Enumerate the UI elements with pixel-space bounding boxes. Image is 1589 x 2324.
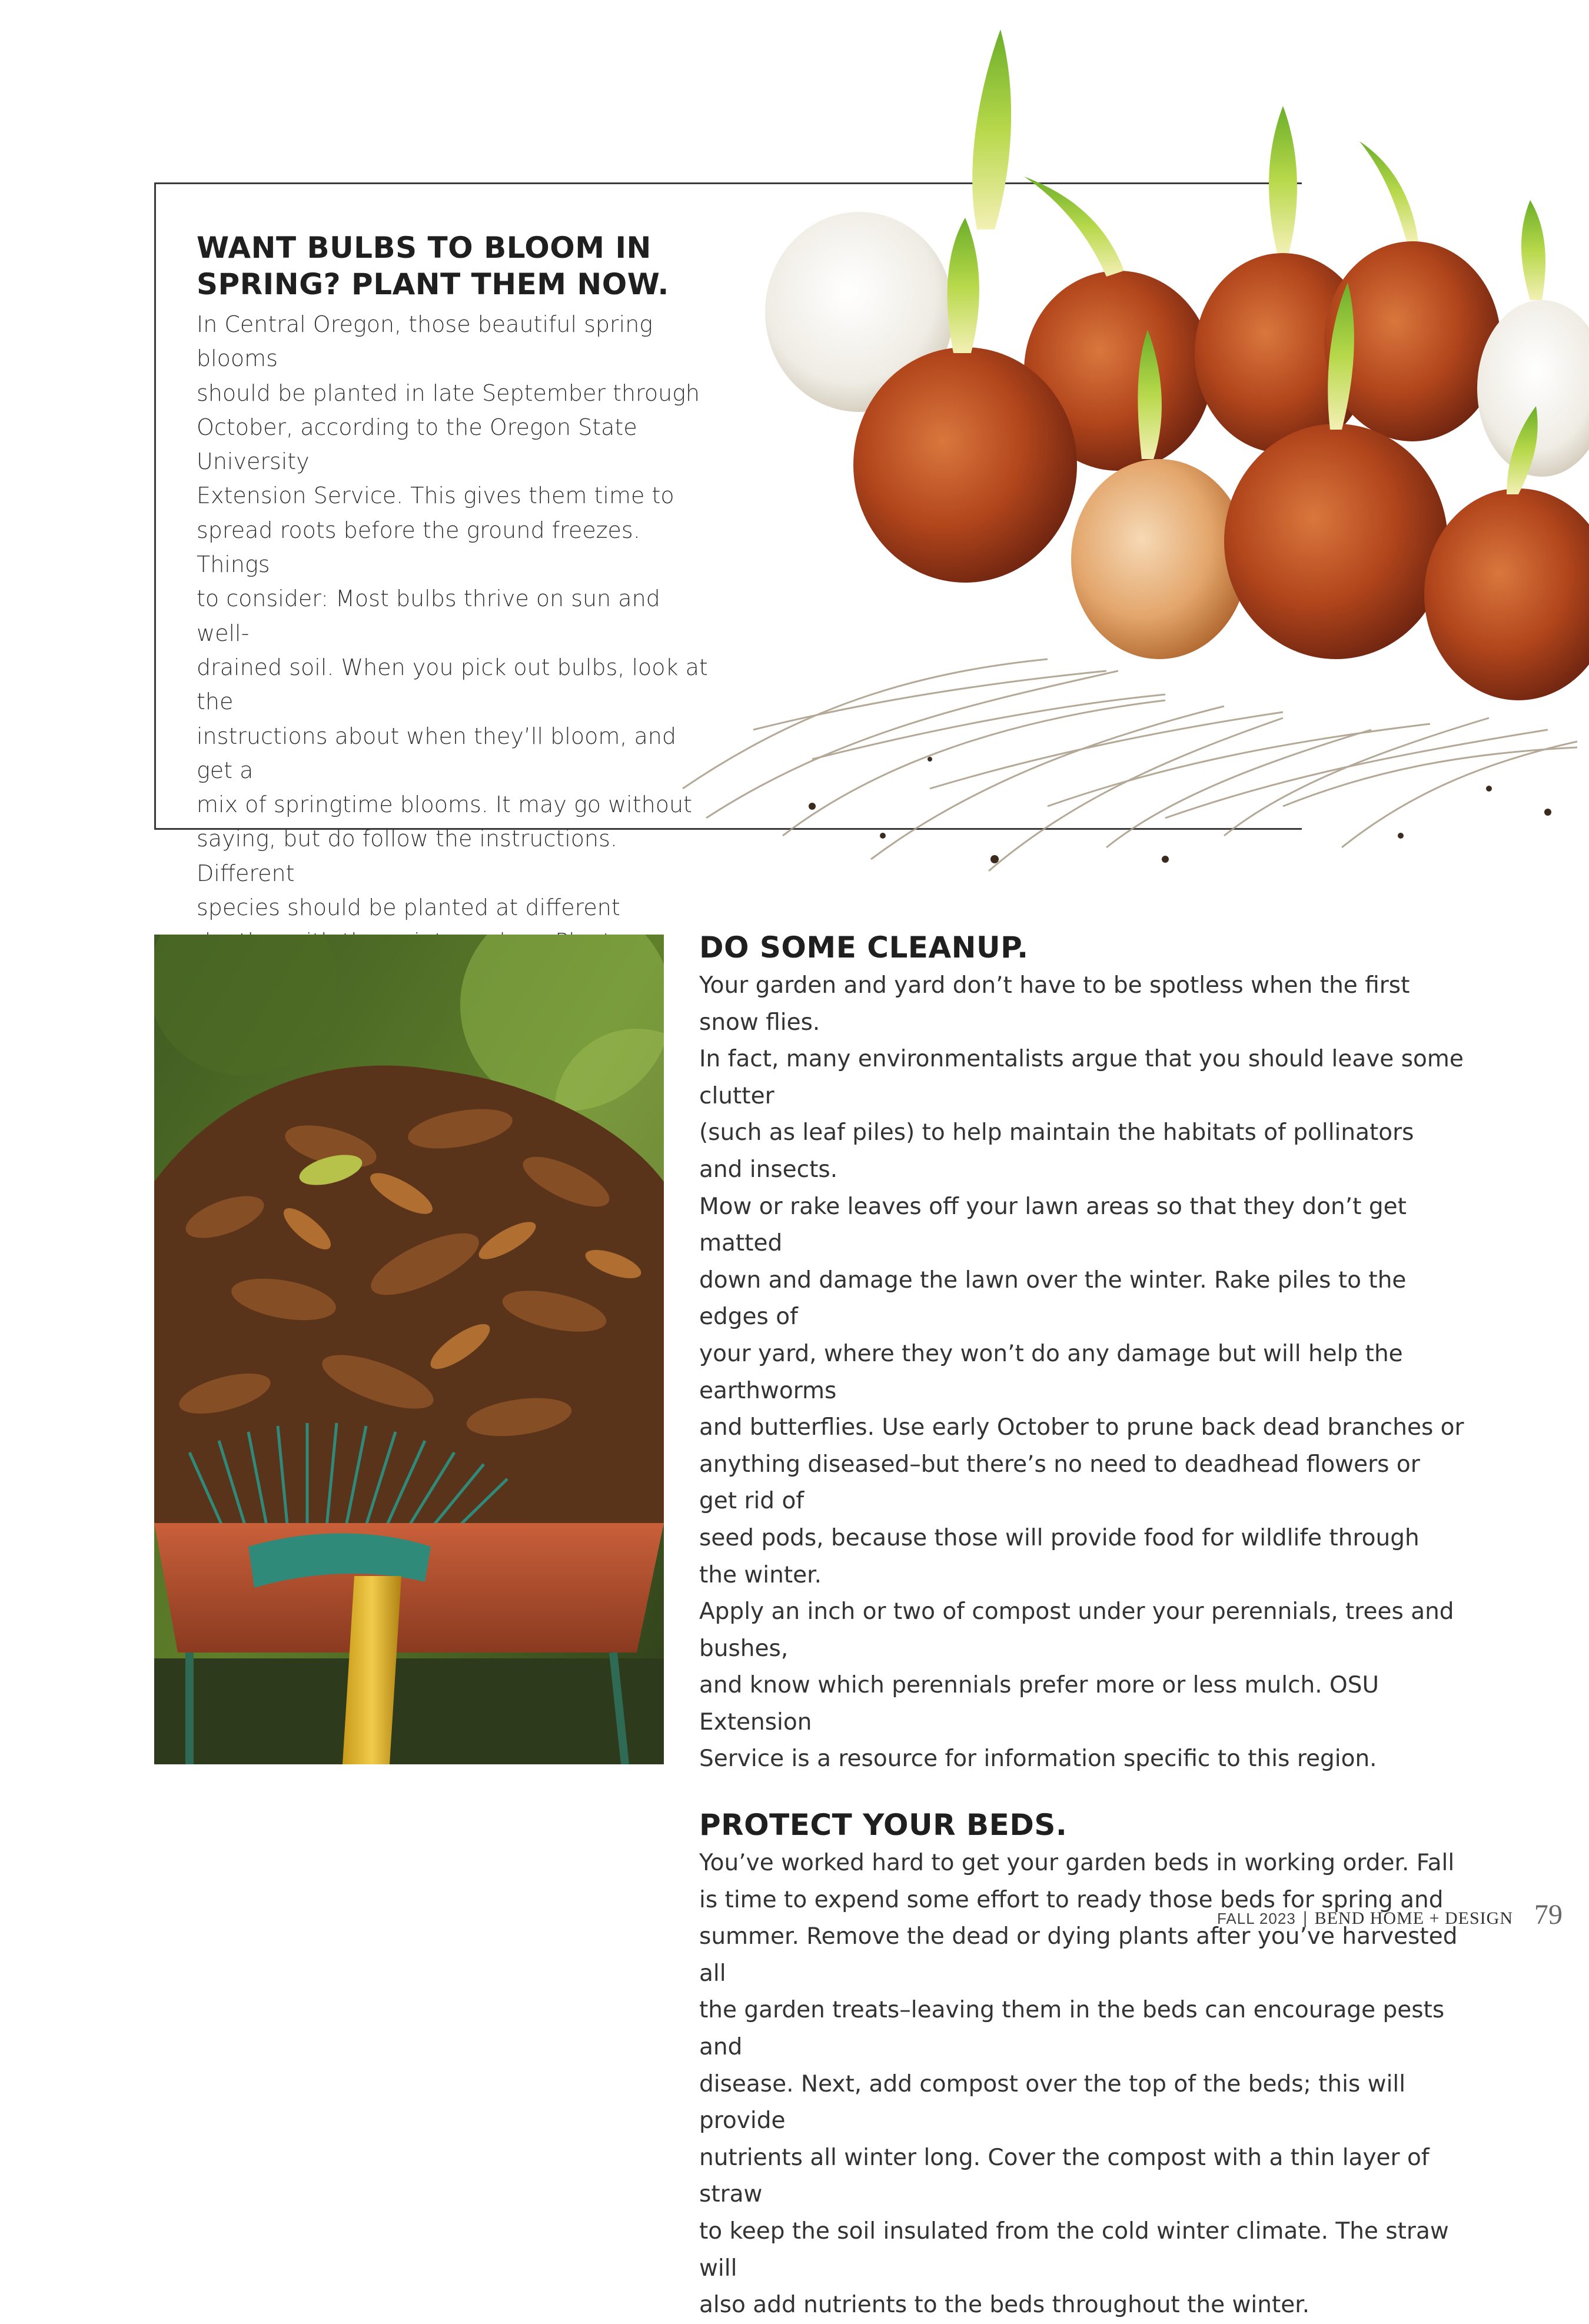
beds-line: the garden treats–leaving them in the beds can encourage pests and [699, 1997, 1445, 2061]
bulbs-line: saying, but do follow the instructions. Different [197, 826, 618, 886]
footer-issue: FALL 2023 [1216, 1910, 1296, 1927]
cleanup-line: down and damage the lawn over the winter. Rake piles to the edges of [699, 1266, 1407, 1331]
cleanup-line: (such as leaf piles) to help maintain the habitats of pollinators and insects. [699, 1119, 1414, 1183]
cleanup-heading: DO SOME CLEANUP. [699, 930, 1029, 965]
bulbs-line: instructions about when they’ll bloom, and get a [197, 723, 676, 783]
beds-line: summer. Remove the dead or dying plants after you’ve harvested all [699, 1923, 1458, 1987]
bulbs-line: In Central Oregon, those beautiful spring blooms [197, 311, 653, 372]
bulbs-line: to consider: Most bulbs thrive on sun and well- [197, 586, 660, 646]
bulbs-line: species should be planted at different [197, 895, 620, 921]
cleanup-line: Apply an inch or two of compost under your perennials, trees and bushes, [699, 1598, 1454, 1662]
section-gap [699, 1778, 1464, 1806]
bulbs-heading-line: WANT BULBS TO BLOOM IN [197, 231, 651, 265]
bulbs-line: spread roots before the ground freezes. Things [197, 517, 640, 578]
cleanup-line: and know which perennials prefer more or less mulch. OSU Extension [699, 1672, 1379, 1735]
beds-line: nutrients all winter long. Cover the compost with a thin layer of straw [699, 2144, 1430, 2208]
bulbs-photo [636, 24, 1589, 889]
footer-magazine-name: BEND HOME + DESIGN [1314, 1909, 1513, 1928]
page-number: 79 [1534, 1899, 1563, 1930]
cleanup-line: Service is a resource for information specific to this region. [699, 1746, 1377, 1773]
cleanup-line: Mow or rake leaves off your lawn areas so that they don’t get matted [699, 1193, 1407, 1257]
bulbs-line: should be planted in late September through [197, 380, 700, 406]
bulbs-line: Extension Service. This gives them time to [197, 483, 674, 509]
bulbs-line: drained soil. When you pick out bulbs, look at the [197, 654, 708, 715]
beds-line: to keep the soil insulated from the cold winter climate. The straw will [699, 2218, 1449, 2282]
cleanup-line: seed pods, because those will provide food for wildlife through the winter. [699, 1524, 1420, 1588]
beds-line: is time to expend some effort to ready those beds for spring and [699, 1886, 1444, 1913]
right-column [699, 929, 1464, 2324]
cleanup-line: In fact, many environmentalists argue that you should leave some clutter [699, 1046, 1464, 1109]
footer-separator: | [1302, 1909, 1308, 1928]
cleanup-line: Your garden and yard don’t have to be spotless when the first snow flies. [699, 972, 1410, 1036]
beds-line: disease. Next, add compost over the top of the beds; this will provide [699, 2070, 1406, 2135]
bulbs-heading [197, 230, 714, 302]
bulbs-line: October, according to the Oregon State University [197, 414, 637, 475]
bulbs-line: mix of springtime blooms. It may go without [197, 792, 692, 818]
beds-heading: PROTECT YOUR BEDS. [699, 1808, 1068, 1843]
cleanup-body [699, 967, 1464, 1778]
beds-line: You’ve worked hard to get your garden beds in working order. Fall [699, 1850, 1455, 1877]
cleanup-line: and butterflies. Use early October to prune back dead branches or [699, 1414, 1464, 1441]
bulbs-section [197, 230, 714, 1028]
page-footer [1204, 1899, 1563, 1930]
beds-line: also add nutrients to the beds throughout the winter. [699, 2292, 1310, 2319]
cleanup-line: anything diseased–but there’s no need to deadhead flowers or get rid of [699, 1451, 1420, 1515]
leaves-photo [154, 935, 664, 1764]
bulbs-body [197, 307, 714, 1028]
bulbs-heading-line: SPRING? PLANT THEM NOW. [197, 267, 669, 301]
cleanup-line: your yard, where they won’t do any damage but will help the earthworms [699, 1340, 1403, 1404]
